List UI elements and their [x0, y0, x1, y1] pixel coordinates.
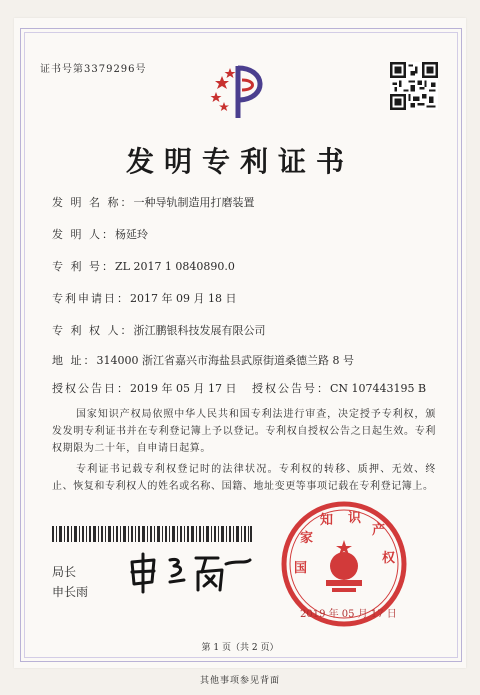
field-grant-number	[252, 380, 426, 396]
field-label: 发 明 名 称：	[52, 196, 134, 209]
field-value: 杨延玲	[115, 228, 148, 241]
field-value: 一种导轨制造用打磨装置	[133, 196, 255, 209]
field-value: CN 107443195 B	[330, 382, 427, 395]
field-address	[52, 352, 354, 368]
svg-text:产: 产	[372, 523, 386, 538]
field-value: ZL 2017 1 0840890.0	[115, 260, 235, 273]
qr-code-icon	[390, 62, 438, 110]
page-title: 发明专利证书	[125, 145, 354, 178]
field-value: 浙江鹏银科技发展有限公司	[133, 324, 266, 337]
director-title: 局长	[52, 565, 77, 579]
barcode-strip-icon	[52, 526, 252, 542]
field-application-date	[52, 290, 236, 306]
cnipa-logo-icon	[208, 58, 272, 122]
svg-text:权: 权	[382, 551, 396, 566]
field-inventor	[52, 226, 148, 242]
svg-text:家: 家	[300, 531, 314, 546]
signature-icon	[126, 550, 256, 594]
field-label: 专 利 权 人：	[52, 324, 134, 337]
svg-text:识: 识	[348, 511, 362, 526]
footer-note: 其他事项参见背面	[199, 676, 280, 686]
field-patent-number	[52, 258, 235, 274]
director-name: 申长雨	[52, 585, 89, 599]
field-label: 专利申请日：	[52, 292, 130, 305]
field-label: 授权公告号：	[252, 382, 330, 395]
field-value: 314000 浙江省嘉兴市海盐县武原街道桑德兰路 8 号	[96, 354, 354, 367]
field-patentee	[52, 322, 266, 338]
field-grant-date	[52, 380, 236, 396]
field-value: 2017 年 09 月 18 日	[130, 292, 237, 305]
field-invention-name	[52, 194, 255, 210]
field-label: 专 利 号：	[52, 260, 115, 273]
statement-paragraph: 国家知识产权局依照中华人民共和国专利法进行审查，决定授予专利权，颁发发明专利证书并在专利登记簿上予以登记。专利权自授权公告之日起生效。专利权期限为二十年，自申请日起算。	[52, 409, 436, 454]
seal-date: 2019 年 05 月 17 日	[300, 609, 397, 620]
svg-text:国: 国	[294, 561, 308, 576]
field-label: 授权公告日：	[52, 382, 130, 395]
certificate-number: 证书号第3379296号	[40, 64, 147, 75]
field-label: 地 址：	[52, 354, 97, 367]
notice-paragraph: 专利证书记载专利权登记时的法律状况。专利权的转移、质押、无效、终止、恢复和专利权人的姓名或名称、国籍、地址变更等事项记载在专利登记簿上。	[52, 464, 436, 492]
field-label: 发 明 人：	[52, 228, 115, 241]
page-number: 第 1 页（共 2 页）	[201, 643, 279, 653]
svg-text:知: 知	[320, 513, 334, 528]
field-value: 2019 年 05 月 17 日	[130, 382, 237, 395]
